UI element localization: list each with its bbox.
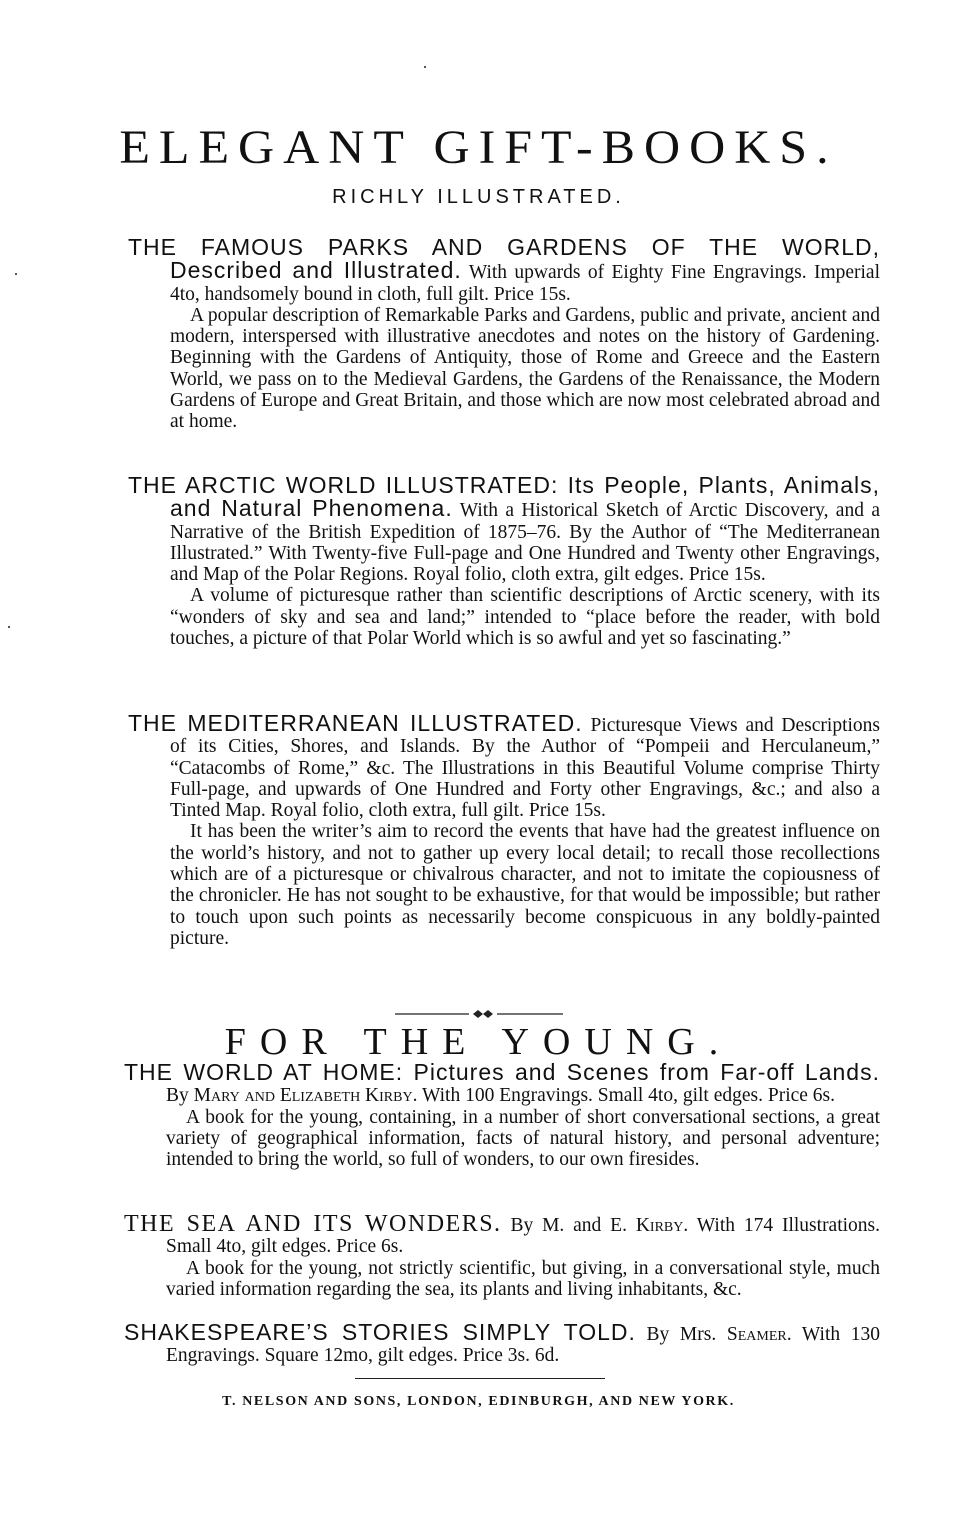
- entry-description: A popular description of Remarkable Parks and Gardens, public and private, ancient and modern, interspersed with illustrative anecdotes and notes on the history of Gardening. Beginning with the Gardens of Antiquity, those of Rome and Greece and the Eastern World, we pass on to the Medieval Gardens, the Gardens of the Renaissance, the Modern Gardens of Europe and Great Britain, and those which are now most celebrated abroad and at home.: [170, 304, 880, 433]
- speck: [424, 66, 426, 68]
- book-entry-shakespeare-stories: [124, 1319, 881, 1367]
- entry-author: Seamer.: [726, 1324, 792, 1345]
- entry-heading: THE ARCTIC WORLD ILLUSTRATED: Its People, Plants, Animals, and Natural Phenomena.: [128, 472, 880, 522]
- entry-details: With 174 Illustrations. Small 4to, gilt edges. Price 6s.: [166, 1215, 881, 1258]
- entry-description: It has been the writer’s aim to record the events that have had the greatest influence on the world’s history, and not to gather up every local detail; to recall those recollections which are of a picturesque or chivalrous character, and not to imitate the copiousness of the chronicler. He has not sought to be exhaustive, for that would be impossible; but rather to touch upon such points as necessarily become conspicuous in any boldly-painted picture.: [170, 821, 880, 949]
- entry-byline: By Mrs.: [646, 1324, 717, 1345]
- section-title: FOR THE YOUNG.: [224, 1021, 733, 1063]
- book-entry-world-at-home: [124, 1059, 880, 1171]
- entry-heading: THE WORLD AT HOME: Pictures and Scenes from Far-off Lands.: [124, 1059, 880, 1085]
- entry-heading: SHAKESPEARE’S STORIES SIMPLY TOLD.: [124, 1319, 636, 1345]
- entry-details: With 130 Engravings. Square 12mo, gilt edges. Price 3s. 6d.: [166, 1324, 881, 1367]
- book-entry-arctic-world: [128, 472, 880, 650]
- ornamental-divider: [395, 1009, 563, 1019]
- page-subtitle: RICHLY ILLUSTRATED.: [332, 186, 625, 208]
- divider-diamond-right: [483, 1010, 493, 1018]
- speck: [8, 626, 10, 628]
- page-title: ELEGANT GIFT-BOOKS.: [119, 120, 838, 174]
- entry-description: A book for the young, not strictly scientific, but giving, in a conversational style, much varied information regarding the sea, its plants and living inhabitants, &c.: [166, 1257, 880, 1300]
- speck: [15, 273, 17, 275]
- entry-description: A volume of picturesque rather than scientific descriptions of Arctic scenery, with its “wonders of sky and sea and land;” intended to “place before the reader, with bold touches, a picture of that Polar World which is so awful and yet so fascinating.”: [170, 585, 880, 650]
- book-entry-parks-gardens: [128, 234, 881, 433]
- entry-byline: By: [166, 1085, 189, 1107]
- entry-byline: By M. and E.: [510, 1215, 627, 1236]
- entry-details: Picturesque Views and Descriptions of its Cities, Shores, and Islands. By the Author of “Pompeii and Herculaneum,” “Catacombs of Rome,” &c. The Illustrations in this Beautiful Volume comprise Thirty Full-page, and upwards of One Hundred and Forty other Engravings, &c.; and also a Tinted Map. Royal folio, cloth extra, full gilt. Price 15s.: [170, 715, 880, 822]
- entry-description: A book for the young, containing, in a number of short conversational sections, a great variety of geographical information, facts of natural history, and personal adventure; intended to bring the world, so full of wonders, to our own firesides.: [166, 1106, 880, 1171]
- entry-author: Mary and Elizabeth Kirby.: [193, 1085, 418, 1107]
- publisher-footer: T. NELSON AND SONS, LONDON, EDINBURGH, AND NEW YORK.: [222, 1394, 735, 1409]
- entry-heading: THE FAMOUS PARKS AND GARDENS OF THE WORLD, Described and Illustrated.: [128, 234, 880, 284]
- entry-author: Kirby.: [635, 1215, 689, 1236]
- entry-details: With a Historical Sketch of Arctic Discovery, and a Narrative of the British Expedition of 1875–76. By the Author of “The Mediterranean Illustrated.” With Twenty-five Full-page and One Hundred and Twenty other Engravings, and Map of the Polar Regions. Royal folio, cloth extra, gilt edges. Price 15s.: [170, 500, 880, 586]
- divider-diamond-left: [473, 1010, 483, 1018]
- entry-heading: THE MEDITERRANEAN ILLUSTRATED.: [128, 710, 583, 736]
- entry-details: With 100 Engravings. Small 4to, gilt edges. Price 6s.: [422, 1085, 836, 1107]
- book-entry-sea-wonders: [124, 1211, 881, 1300]
- book-entry-mediterranean: [128, 710, 880, 949]
- footer-rule: [355, 1378, 605, 1379]
- entry-heading: THE SEA AND ITS WONDERS.: [124, 1211, 502, 1237]
- entry-details: With upwards of Eighty Fine Engravings. Imperial 4to, handsomely bound in cloth, full gilt. Price 15s.: [170, 262, 881, 305]
